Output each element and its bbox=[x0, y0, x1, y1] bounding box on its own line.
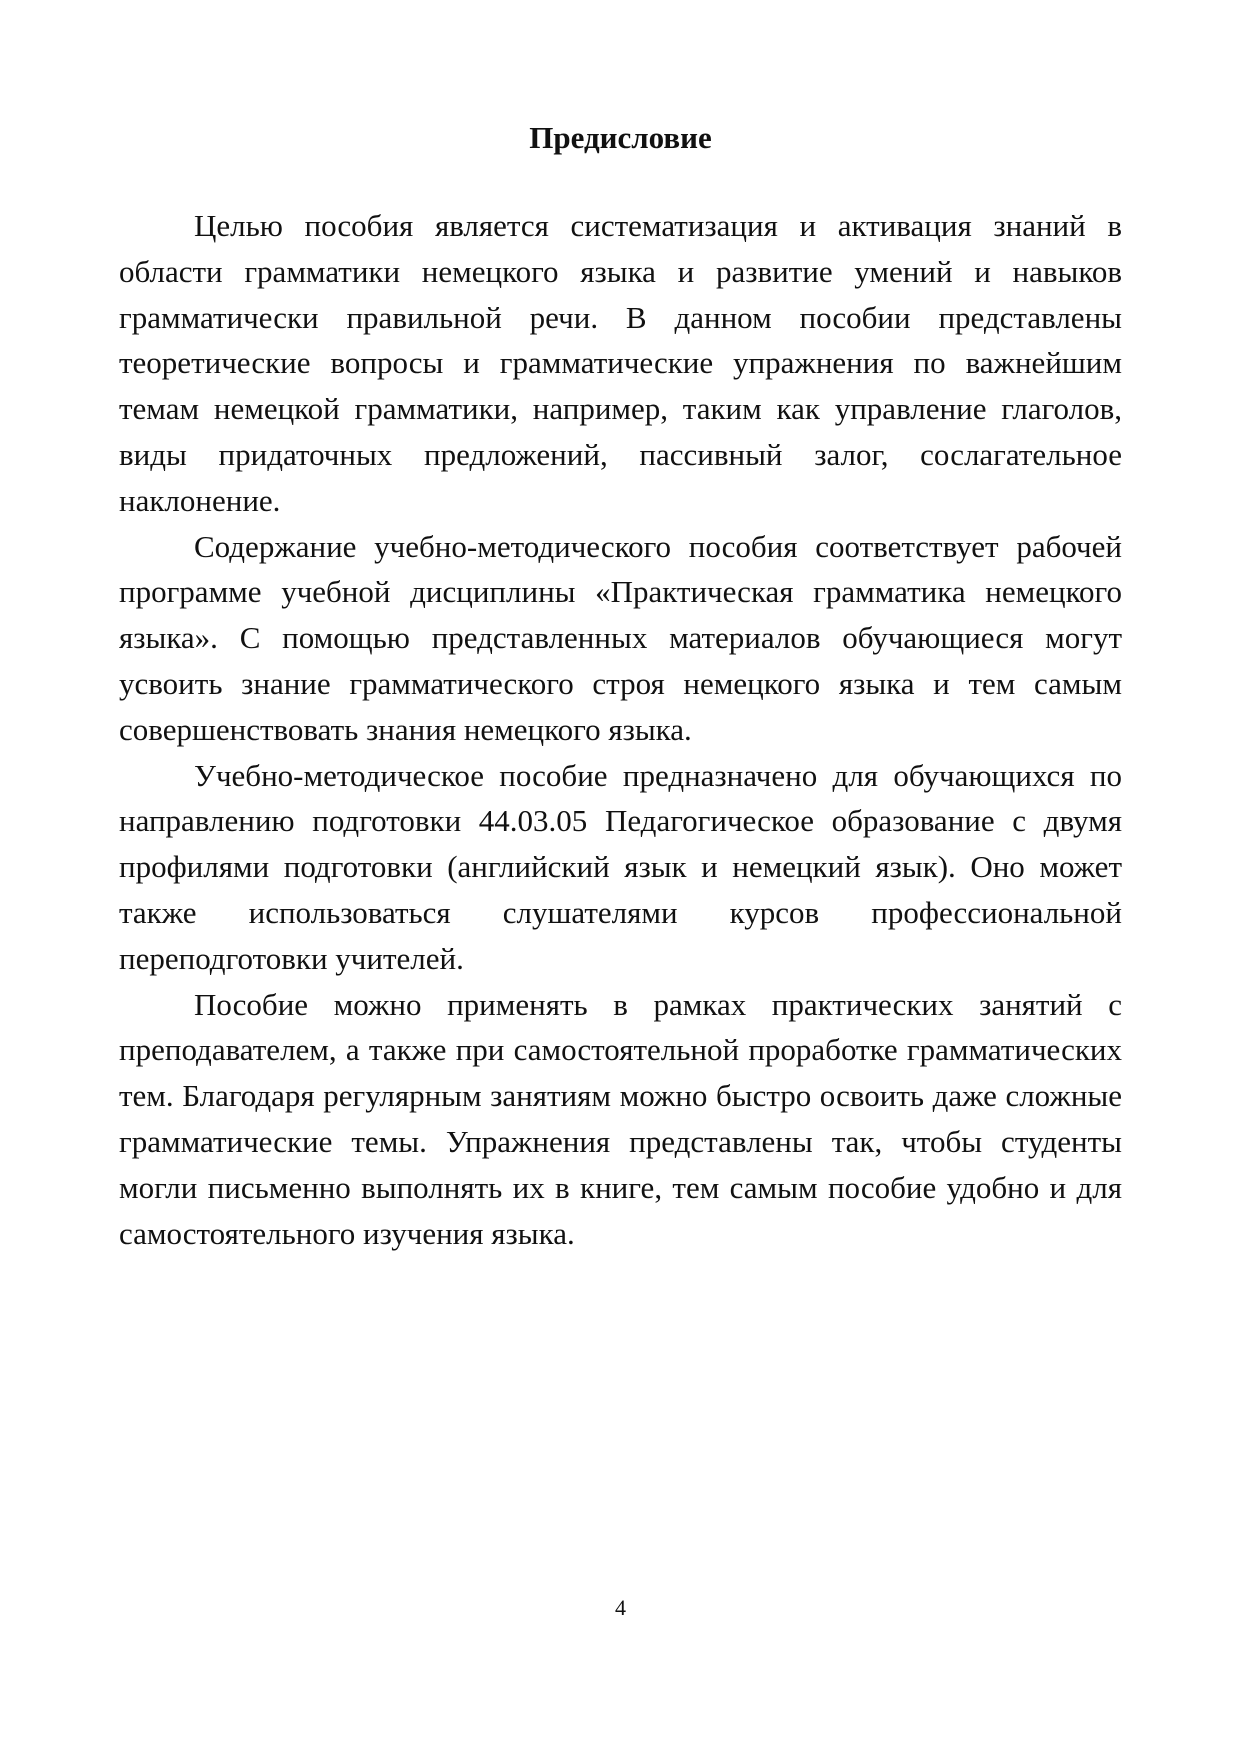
paragraph-usage: Пособие можно применять в рамках практических занятий с преподавателем, а также при самостоятельной проработке грамматических тем. Благодаря регулярным занятиям можно быстро освоить даже сложные грамматические темы. Упражнения представлены так, чтобы студенты могли письменно выполнять их в книге, тем самым пособие удобно и для самостоятельного изучения языка. bbox=[119, 986, 1122, 1251]
paragraph-purpose: Целью пособия является систематизация и активация знаний в области грамматики немецкого языка и развитие умений и навыков грамматически правильной речи. В данном пособии представлены теоретические вопросы и грамматические упражнения по важнейшим темам немецкой грамматики, например, таким как управление глаголов, виды придаточных предложений, пассивный залог, сослагательное наклонение. bbox=[119, 208, 1122, 518]
paragraph-audience: Учебно-методическое пособие предназначено для обучающихся по направлению подготовки 44.03.05 Педагогическое образование с двумя профилями подготовки (английский язык и немецкий язык). Оно может также использоваться слушателями курсов профессиональной переподготовки учителей. bbox=[119, 757, 1122, 976]
paragraph-content: Содержание учебно-методического пособия соответствует рабочей программе учебной дисциплины «Практическая грамматика немецкого языка». С помощью представленных материалов обучающиеся могут усвоить знание грамматического строя немецкого языка и тем самым совершенствовать знания немецкого языка. bbox=[119, 528, 1122, 747]
preface-body bbox=[119, 203, 1122, 1256]
page-title: Предисловие bbox=[529, 120, 712, 155]
page-number: 4 bbox=[615, 1595, 626, 1620]
